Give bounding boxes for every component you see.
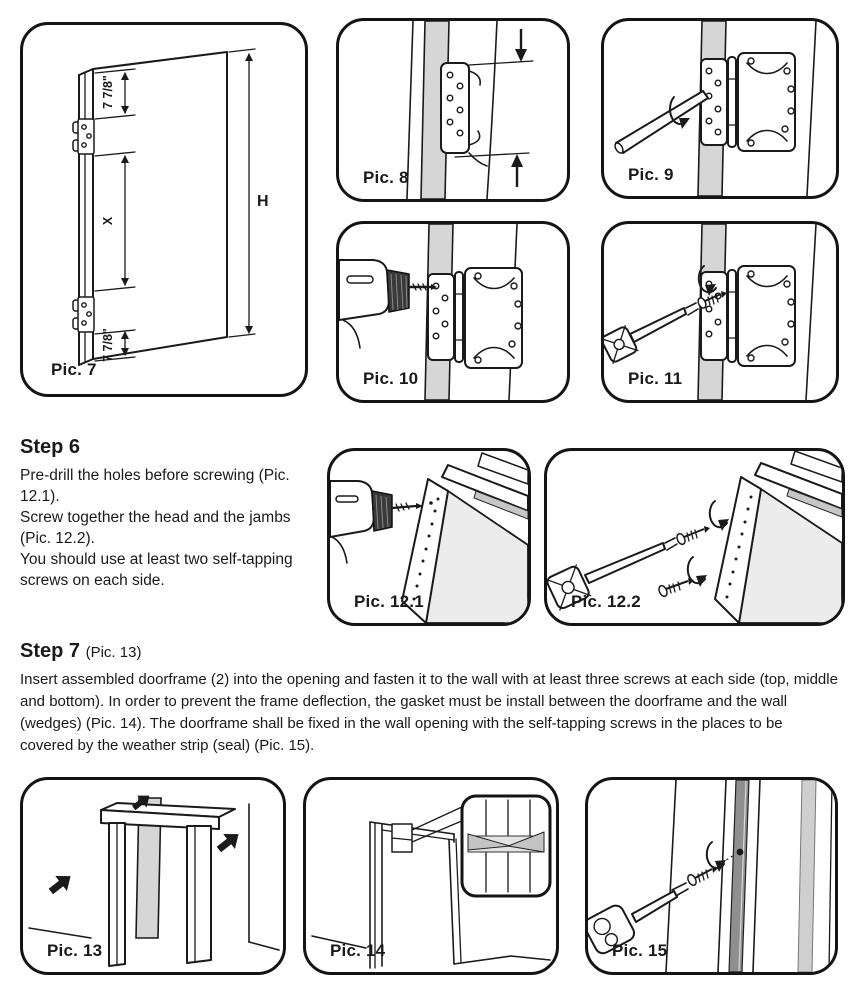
step6-line: Pre-drill the holes before screwing (Pic. 12.1). bbox=[20, 467, 290, 505]
figure-label: Pic. 10 bbox=[363, 369, 419, 388]
step6-line: You should use at least two self-tapping bbox=[20, 551, 293, 568]
up-arrow-icon bbox=[511, 154, 523, 187]
drill-icon bbox=[339, 260, 437, 348]
hinge-icon bbox=[701, 53, 795, 151]
figure-panel-pic14 bbox=[303, 777, 559, 975]
step6-line: (Pic. 12.2). bbox=[20, 530, 95, 547]
rotation-arrow-icon bbox=[710, 501, 729, 531]
screw-icon bbox=[657, 578, 694, 598]
figure-panel-pic9 bbox=[601, 18, 839, 199]
doorframe-icon bbox=[101, 803, 235, 966]
step7-ref: (Pic. 13) bbox=[85, 644, 142, 661]
dim-bottom-label: 7 7/8" bbox=[101, 328, 115, 362]
figure-panel-pic8 bbox=[336, 18, 570, 202]
wedge-detail-inset bbox=[462, 796, 550, 896]
figure-panel-pic11 bbox=[601, 221, 839, 403]
dim-height-label: H bbox=[257, 193, 269, 210]
hinge-icon bbox=[428, 268, 522, 368]
wedge-block bbox=[392, 824, 412, 852]
down-arrow-icon bbox=[515, 29, 527, 62]
figure-label: Pic. 12.1 bbox=[354, 592, 424, 611]
figure-panel-pic7 bbox=[20, 22, 308, 397]
figure-label: Pic. 15 bbox=[612, 941, 668, 960]
screwdriver-icon bbox=[604, 303, 698, 363]
step7-heading bbox=[20, 640, 840, 663]
insert-arrow-icon bbox=[213, 827, 244, 857]
hinge-icon bbox=[73, 297, 94, 332]
step6-section bbox=[20, 436, 326, 591]
dim-middle-label: X bbox=[101, 216, 115, 226]
door-dimensions-illustration bbox=[23, 25, 305, 394]
figure-panel-pic13 bbox=[20, 777, 286, 975]
figure-label: Pic. 13 bbox=[47, 941, 103, 960]
figure-panel-pic10 bbox=[336, 221, 570, 403]
screw-icon bbox=[686, 866, 718, 887]
screw-icon bbox=[675, 526, 710, 546]
step6-line: screws on each side. bbox=[20, 572, 165, 589]
screw-hole-dot bbox=[737, 849, 744, 856]
figure-label: Pic. 7 bbox=[51, 360, 97, 379]
figure-panel-pic12-1 bbox=[327, 448, 531, 626]
jamb-strip bbox=[798, 780, 816, 972]
figure-panel-pic12-2 bbox=[544, 448, 845, 626]
step6-title: Step 6 bbox=[20, 436, 81, 458]
figure-label: Pic. 11 bbox=[628, 369, 683, 388]
step7-section bbox=[20, 640, 840, 757]
hinge-icon bbox=[73, 119, 94, 154]
hinge-icon bbox=[441, 63, 487, 166]
dim-top-label: 7 7/8" bbox=[101, 75, 115, 109]
figure-label: Pic. 12.2 bbox=[571, 592, 641, 611]
step6-line: Screw together the head and the jambs bbox=[20, 509, 291, 526]
figure-panel-pic15 bbox=[585, 777, 838, 975]
pencil-icon bbox=[613, 91, 708, 154]
hinge-icon bbox=[701, 266, 795, 366]
figure-label: Pic. 8 bbox=[363, 168, 409, 187]
insert-arrow-icon bbox=[45, 869, 76, 899]
step7-title: Step 7 bbox=[20, 640, 81, 662]
step7-body: Insert assembled doorframe (2) into the opening and fasten it to the wall with at least three screws at each side (top, middle and bottom). In order to prevent the frame deflection, the gasket must be install between the doorframe and the wall (wedges) (Pic. 14). The doorframe shall be fixed in the wall opening with the self-tapping screws in the places to be covered by the weather strip (seal) (Pic. 15). bbox=[20, 671, 838, 754]
seal-groove-strip bbox=[729, 780, 749, 972]
figure-label: Pic. 9 bbox=[628, 165, 674, 184]
figure-label: Pic. 14 bbox=[330, 941, 386, 960]
